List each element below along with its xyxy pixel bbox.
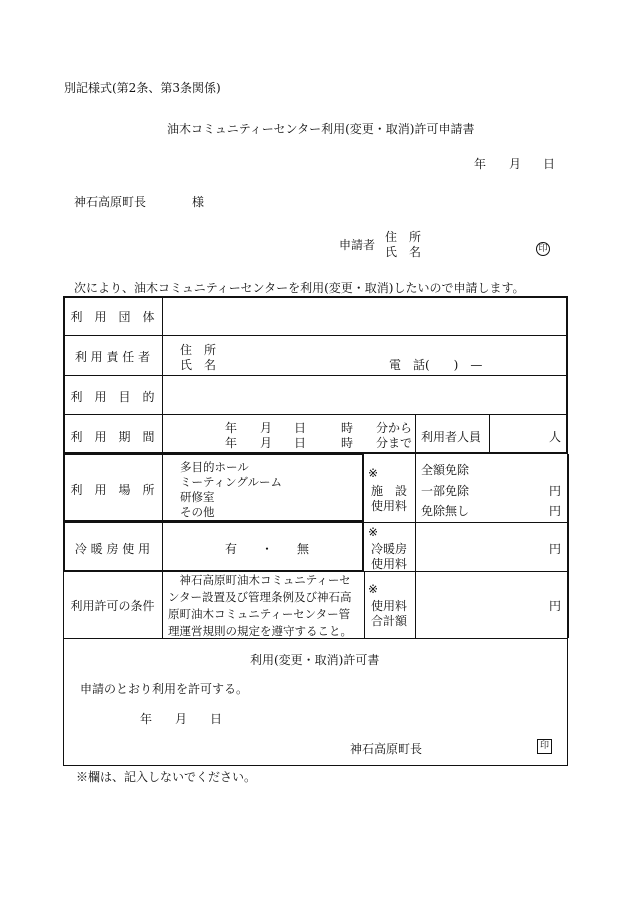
place-option: その他 (180, 505, 215, 519)
date-year: 年 (474, 157, 487, 171)
place-option: ミーティングルーム (180, 475, 283, 489)
applicant-seal-icon: 印 (536, 242, 550, 256)
applicant-name-label: 氏 名 (385, 245, 422, 259)
period-label: 利 用 期 間 (70, 430, 155, 444)
date-day: 日 (543, 157, 556, 171)
period-from-minute: 分から (376, 421, 413, 435)
resp-address-label: 住 所 (180, 343, 217, 357)
yen-unit: 円 (549, 542, 562, 556)
col-divider (162, 296, 163, 638)
footnote: ※欄は、記入しないでください。 (76, 770, 257, 784)
exemption-option: 一部免除 (421, 484, 470, 498)
addressee-suffix: 様 (192, 195, 205, 209)
phone-label: 電 話( ) — (389, 358, 483, 372)
period-from-year: 年 (225, 421, 238, 435)
total-fee-label: 使用料 (371, 599, 408, 613)
period-from-hour: 時 (341, 421, 354, 435)
period-to-month: 月 (260, 436, 273, 450)
purpose-label: 利 用 目 的 (70, 390, 155, 404)
exemption-option: 免除無し (421, 504, 470, 518)
permit-seal-icon: 印 (537, 739, 552, 754)
permit-date-year: 年 (140, 712, 153, 726)
permit-text: 申請のとおり利用を許可する。 (80, 682, 249, 696)
place-option: 研修室 (180, 490, 215, 504)
permit-date-month: 月 (175, 712, 188, 726)
yen-unit: 円 (549, 504, 562, 518)
permit-date-day: 日 (210, 712, 223, 726)
office-mark: ※ (368, 525, 379, 539)
period-to-hour: 時 (341, 436, 354, 450)
permit-title: 利用(変更・取消)許可書 (250, 653, 380, 667)
col-divider (568, 454, 569, 638)
period-to-year: 年 (225, 436, 238, 450)
exemption-option: 全額免除 (421, 463, 470, 477)
ac-options: 有 ・ 無 (225, 542, 310, 556)
group-label: 利 用 団 体 (70, 310, 155, 324)
form-reference: 別記様式(第2条、第3条関係) (64, 81, 221, 95)
period-to-day: 日 (294, 436, 307, 450)
condition-text (168, 572, 364, 640)
users-label: 利用者人員 (421, 430, 482, 444)
place-option: 多目的ホール (180, 460, 249, 474)
condition-line: 神石高原町油木コミュニティーセ (168, 573, 351, 587)
row-divider (63, 335, 568, 336)
applicant-label: 申請者 (339, 238, 376, 252)
addressee: 神石高原町長 (74, 195, 147, 209)
office-mark: ※ (368, 582, 379, 596)
col-divider (364, 572, 365, 638)
condition-line: 原町油木コミュニティーセンター管 (168, 607, 351, 621)
condition-label: 利用許可の条件 (70, 599, 155, 613)
responsible-label: 利 用 責 任 者 (74, 350, 151, 364)
period-from-month: 月 (260, 421, 273, 435)
users-unit: 人 (549, 430, 562, 444)
condition-line: ンター設置及び管理条例及び神石高 (168, 590, 352, 604)
total-fee-label: 合計額 (371, 614, 408, 628)
yen-unit: 円 (549, 484, 562, 498)
ac-fee-label: 使用料 (371, 557, 408, 571)
period-from-day: 日 (294, 421, 307, 435)
ac-label: 冷 暖 房 使 用 (74, 542, 151, 556)
col-divider (489, 414, 490, 454)
ac-fee-label: 冷暖房 (371, 542, 408, 556)
form-title: 油木コミュニティーセンター利用(変更・取消)許可申請書 (167, 122, 475, 136)
yen-unit: 円 (549, 599, 562, 613)
applicant-address-label: 住 所 (385, 230, 422, 244)
row-divider (364, 522, 568, 523)
intro-text: 次により、油木コミュニティーセンターを利用(変更・取消)したいので申請します。 (74, 281, 525, 295)
facility-fee-label: 使用料 (371, 499, 408, 513)
col-divider (415, 414, 416, 638)
date-month: 月 (509, 157, 522, 171)
office-mark: ※ (368, 466, 379, 480)
permit-signer: 神石高原町長 (350, 742, 423, 756)
resp-name-label: 氏 名 (180, 358, 217, 372)
condition-line: 理運営規則の規定を遵守すること。 (168, 624, 352, 638)
row-divider (63, 375, 568, 376)
row-divider (63, 414, 568, 415)
facility-fee-label: 施 設 (371, 484, 408, 498)
period-to-minute: 分まで (376, 436, 413, 450)
place-label: 利 用 場 所 (70, 483, 155, 497)
